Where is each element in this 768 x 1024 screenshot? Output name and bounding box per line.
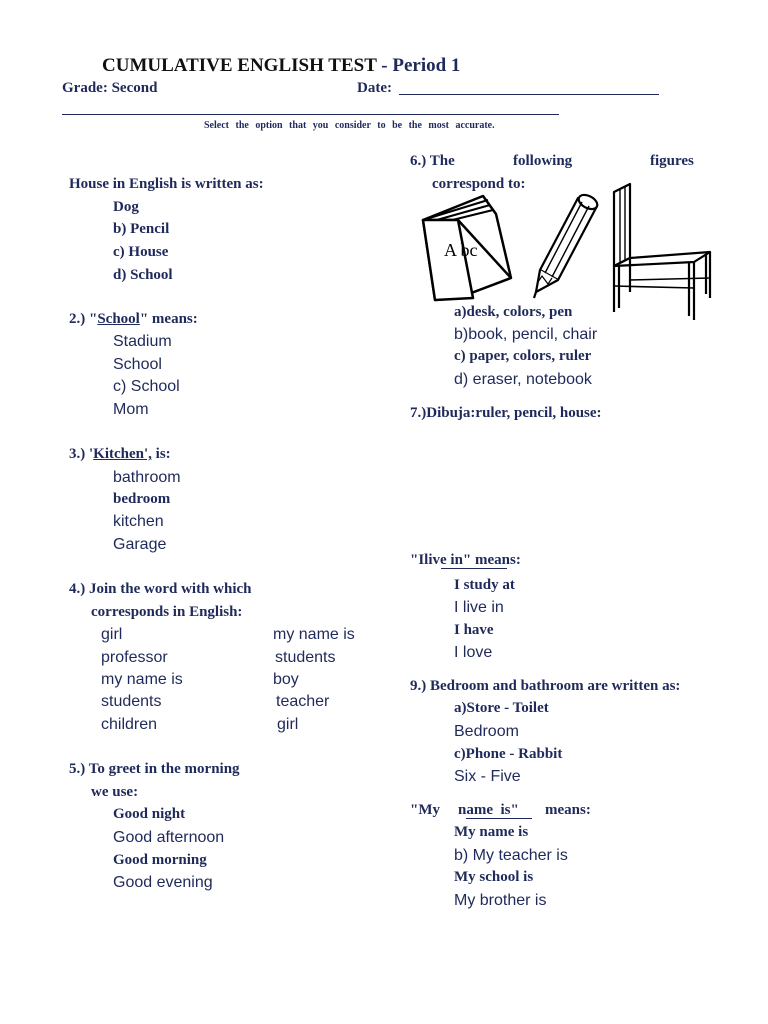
q4-left-item[interactable]: my name is bbox=[101, 671, 183, 688]
q10-question-word3: means: bbox=[545, 802, 591, 818]
q3-option-b[interactable]: bedroom bbox=[113, 491, 171, 507]
q6-question-word2: following bbox=[513, 153, 573, 169]
q3-prefix: 3.) ' bbox=[69, 446, 94, 462]
q8-option-d[interactable]: I love bbox=[454, 644, 493, 661]
q2-option-d[interactable]: Mom bbox=[113, 401, 149, 418]
q5-option-b[interactable]: Good afternoon bbox=[113, 829, 225, 846]
q9-option-d[interactable]: Six - Five bbox=[454, 768, 521, 785]
q6-question-word1: 6.) The bbox=[410, 153, 455, 169]
q2-option-c[interactable]: c) School bbox=[113, 378, 180, 395]
q5-option-c[interactable]: Good morning bbox=[113, 852, 207, 868]
book-label: A bc bbox=[444, 240, 478, 260]
q4-right-item[interactable]: students bbox=[275, 649, 336, 666]
q10-question-word1: "My bbox=[410, 802, 440, 818]
name-line[interactable] bbox=[62, 114, 559, 115]
q8-underline bbox=[441, 568, 507, 569]
grade-label: Grade: Second bbox=[62, 80, 158, 96]
q3-suffix: is: bbox=[151, 446, 171, 462]
q3-word: Kitchen', bbox=[93, 446, 152, 462]
q9-question: 9.) Bedroom and bathroom are written as: bbox=[410, 678, 681, 694]
q6-question-line2: correspond to: bbox=[432, 176, 526, 192]
q5-option-d[interactable]: Good evening bbox=[113, 874, 213, 891]
q9-option-a[interactable]: a)Store - Toilet bbox=[454, 700, 549, 716]
title-main: CUMULATIVE ENGLISH TEST bbox=[102, 55, 377, 76]
instruction: Select the option that you consider to be the most accurate. bbox=[204, 120, 495, 131]
q9-option-c[interactable]: c)Phone - Rabbit bbox=[454, 746, 563, 762]
q9-option-b[interactable]: Bedroom bbox=[454, 723, 519, 740]
q4-left-item[interactable]: students bbox=[101, 693, 162, 710]
q1-option-c[interactable]: c) House bbox=[113, 244, 169, 260]
q4-right-item[interactable]: my name is bbox=[273, 626, 355, 643]
q4-right-item[interactable]: girl bbox=[277, 716, 299, 733]
q6-question-word3: figures bbox=[650, 153, 694, 169]
q4-right-item[interactable]: boy bbox=[273, 671, 299, 688]
q6-option-b[interactable]: b)book, pencil, chair bbox=[454, 326, 598, 343]
q1-option-a[interactable]: Dog bbox=[113, 199, 139, 215]
q4-question-line2: corresponds in English: bbox=[91, 604, 243, 620]
q3-option-d[interactable]: Garage bbox=[113, 536, 167, 553]
q8-option-b[interactable]: I live in bbox=[454, 599, 504, 616]
q4-question-line1: 4.) Join the word with which bbox=[69, 581, 252, 597]
q1-option-d[interactable]: d) School bbox=[113, 267, 173, 283]
q10-option-c[interactable]: My school is bbox=[454, 869, 534, 885]
q1-option-b[interactable]: b) Pencil bbox=[113, 221, 170, 237]
q5-option-a[interactable]: Good night bbox=[113, 806, 186, 822]
q2-option-b[interactable]: School bbox=[113, 356, 162, 373]
q4-left-item[interactable]: girl bbox=[101, 626, 123, 643]
q8-option-a[interactable]: I study at bbox=[454, 577, 515, 593]
q10-option-d[interactable]: My brother is bbox=[454, 892, 547, 909]
title-period: - Period 1 bbox=[376, 55, 461, 76]
q7-question: 7.)Dibuja:ruler, pencil, house: bbox=[410, 405, 602, 421]
test-title bbox=[102, 55, 460, 77]
q7-drawing-area[interactable] bbox=[410, 428, 730, 543]
q4-left-item[interactable]: children bbox=[101, 716, 158, 733]
q5-question-line2: we use: bbox=[91, 784, 139, 800]
q8-option-c[interactable]: I have bbox=[454, 622, 494, 638]
q2-question bbox=[69, 311, 198, 328]
q6-option-c[interactable]: c) paper, colors, ruler bbox=[454, 348, 592, 364]
q10-option-a[interactable]: My name is bbox=[454, 824, 529, 840]
q10-question-word2: name is" bbox=[458, 802, 519, 818]
q6-option-d[interactable]: d) eraser, notebook bbox=[454, 371, 592, 388]
date-label: Date: bbox=[357, 80, 392, 96]
chair-icon bbox=[614, 184, 710, 320]
q3-question bbox=[69, 446, 171, 463]
q10-option-b[interactable]: b) My teacher is bbox=[454, 847, 568, 864]
q4-left-item[interactable]: professor bbox=[101, 649, 168, 666]
q10-underline bbox=[466, 818, 532, 819]
pencil-icon bbox=[534, 192, 600, 298]
q2-prefix: 2.) " bbox=[69, 311, 98, 327]
q4-right-item[interactable]: teacher bbox=[276, 693, 330, 710]
q6-option-a[interactable]: a)desk, colors, pen bbox=[454, 304, 573, 320]
q1-question: House in English is written as: bbox=[69, 176, 264, 192]
q2-suffix: " means: bbox=[139, 311, 198, 327]
q2-option-a[interactable]: Stadium bbox=[113, 333, 172, 350]
q8-question: "Ilive in" means: bbox=[410, 552, 521, 568]
q3-option-c[interactable]: kitchen bbox=[113, 513, 164, 530]
date-line[interactable] bbox=[399, 94, 659, 95]
q2-word: School bbox=[97, 311, 140, 327]
q3-option-a[interactable]: bathroom bbox=[113, 469, 181, 486]
q5-question-line1: 5.) To greet in the morning bbox=[69, 761, 240, 777]
